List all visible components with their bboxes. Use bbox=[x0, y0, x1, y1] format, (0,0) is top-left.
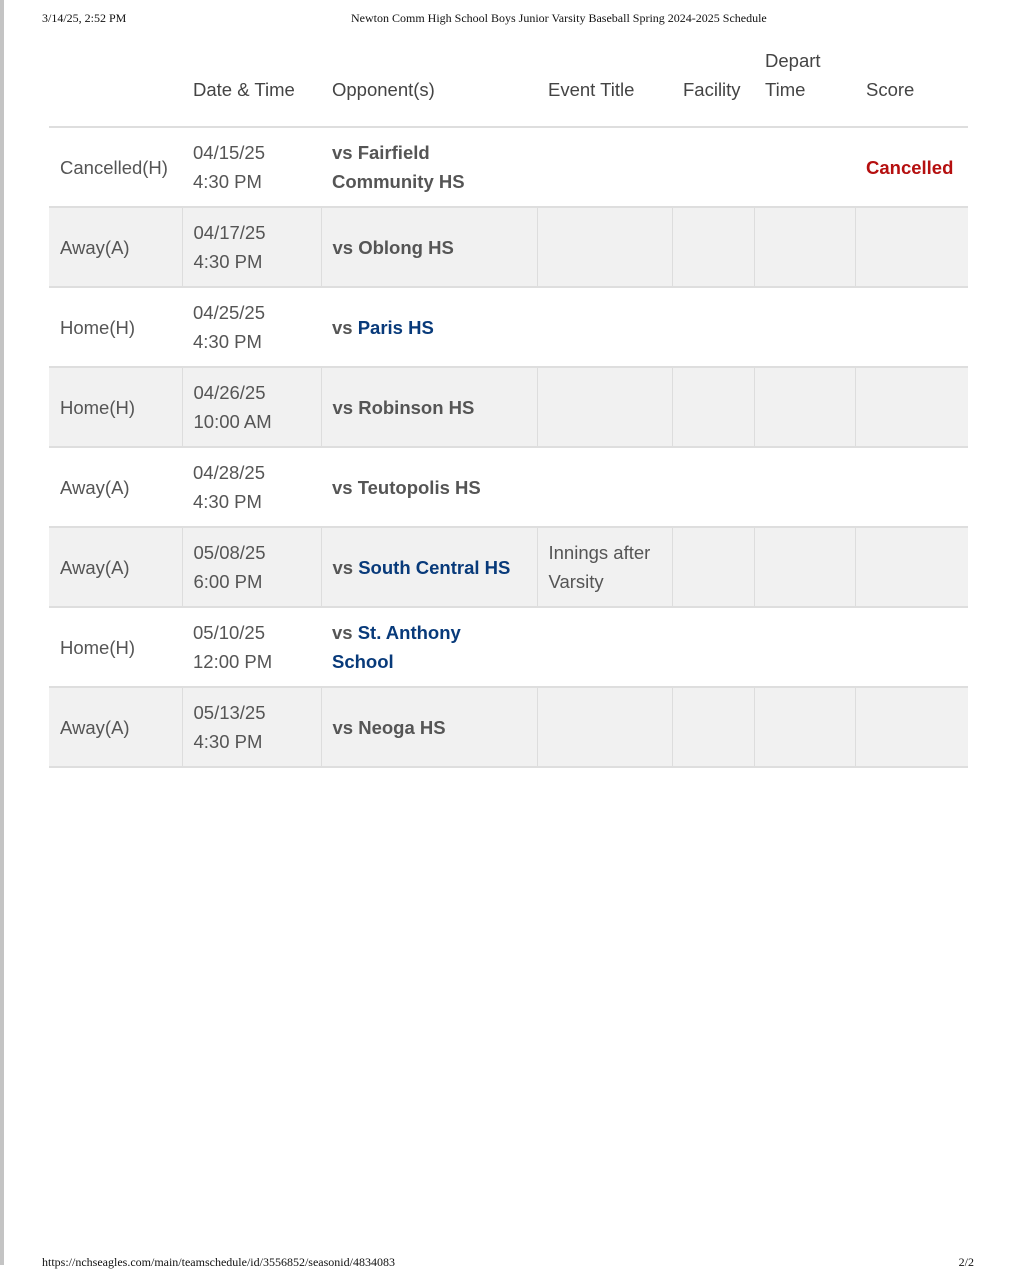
facility-cell bbox=[672, 127, 754, 207]
facility-cell bbox=[672, 447, 754, 527]
depart-time-cell bbox=[754, 207, 855, 287]
game-time: 4:30 PM bbox=[193, 491, 262, 512]
event-title-cell bbox=[537, 527, 672, 607]
game-time: 10:00 AM bbox=[193, 411, 272, 432]
table-row bbox=[49, 207, 968, 287]
facility-cell bbox=[672, 367, 754, 447]
header-type bbox=[49, 45, 182, 127]
table-row bbox=[49, 527, 968, 607]
game-date: 04/17/25 bbox=[193, 222, 266, 243]
depart-time-cell bbox=[754, 607, 855, 687]
date-time-cell bbox=[182, 447, 321, 527]
game-type-cell bbox=[49, 207, 182, 287]
opponent-cell[interactable] bbox=[321, 287, 537, 367]
vs-label: vs bbox=[332, 396, 354, 418]
game-type: Away(A) bbox=[60, 716, 130, 738]
date-time-cell bbox=[182, 207, 321, 287]
facility-cell bbox=[672, 607, 754, 687]
opponent[interactable] bbox=[332, 622, 461, 672]
header-facility: Facility bbox=[672, 45, 754, 127]
game-type: Away(A) bbox=[60, 556, 130, 578]
opponent-cell bbox=[321, 367, 537, 447]
print-header bbox=[42, 11, 978, 29]
event-title-cell bbox=[537, 287, 672, 367]
vs-label: vs bbox=[332, 556, 354, 578]
opponent-cell[interactable] bbox=[321, 607, 537, 687]
game-time: 4:30 PM bbox=[193, 731, 263, 752]
event-title: Innings after Varsity bbox=[548, 542, 651, 592]
game-time: 4:30 PM bbox=[193, 331, 262, 352]
header-depart-time: Depart Time bbox=[754, 45, 855, 127]
opponent[interactable] bbox=[333, 557, 511, 578]
depart-time-cell bbox=[754, 687, 855, 767]
game-type-cell bbox=[49, 687, 182, 767]
table-row bbox=[49, 367, 968, 447]
opponent bbox=[332, 477, 481, 498]
page-number: 2/2 bbox=[958, 1255, 974, 1269]
opponent bbox=[333, 397, 475, 418]
depart-time-cell bbox=[754, 447, 855, 527]
opponent[interactable] bbox=[332, 317, 434, 338]
opponent-link[interactable]: Paris HS bbox=[357, 316, 434, 338]
depart-time-cell bbox=[754, 287, 855, 367]
game-type-cell bbox=[49, 127, 182, 207]
opponent-name: Robinson HS bbox=[358, 396, 475, 418]
score-cell bbox=[855, 287, 968, 367]
game-time: 4:30 PM bbox=[193, 251, 263, 272]
vs-label: vs bbox=[332, 716, 354, 738]
score: Cancelled bbox=[866, 156, 954, 178]
opponent-name: Oblong HS bbox=[358, 236, 454, 258]
depart-time-cell bbox=[754, 367, 855, 447]
game-time: 4:30 PM bbox=[193, 171, 262, 192]
table-row bbox=[49, 287, 968, 367]
score-cell bbox=[855, 127, 968, 207]
opponent-name: Neoga HS bbox=[358, 716, 446, 738]
facility-cell bbox=[672, 287, 754, 367]
print-timestamp: 3/14/25, 2:52 PM bbox=[42, 11, 127, 25]
facility-cell bbox=[672, 687, 754, 767]
header-event-title: Event Title bbox=[537, 45, 672, 127]
game-date: 04/15/25 bbox=[193, 142, 266, 163]
print-footer bbox=[42, 1255, 978, 1269]
game-type: Home(H) bbox=[60, 396, 136, 418]
event-title-cell bbox=[537, 367, 672, 447]
opponent-name: Teutopolis HS bbox=[357, 476, 481, 498]
vs-label: vs bbox=[332, 476, 353, 498]
score-cell bbox=[855, 687, 968, 767]
facility-cell bbox=[672, 207, 754, 287]
game-type-cell bbox=[49, 527, 182, 607]
depart-time-cell bbox=[754, 127, 855, 207]
date-time-cell bbox=[182, 367, 321, 447]
game-type: Cancelled(H) bbox=[60, 156, 168, 178]
event-title-cell bbox=[537, 127, 672, 207]
vs-label: vs bbox=[332, 316, 353, 338]
game-date: 05/13/25 bbox=[193, 702, 266, 723]
header-date-time: Date & Time bbox=[182, 45, 321, 127]
depart-time-cell bbox=[754, 527, 855, 607]
game-time: 6:00 PM bbox=[193, 571, 263, 592]
facility-cell bbox=[672, 527, 754, 607]
game-type-cell bbox=[49, 447, 182, 527]
page-edge-rule bbox=[0, 0, 4, 1265]
date-time-cell bbox=[182, 687, 321, 767]
table-row bbox=[49, 607, 968, 687]
header-score: Score bbox=[855, 45, 968, 127]
game-type: Away(A) bbox=[60, 476, 130, 498]
vs-label: vs bbox=[332, 236, 354, 258]
table-row bbox=[49, 127, 968, 207]
opponent-cell bbox=[321, 687, 537, 767]
schedule-table bbox=[49, 45, 968, 768]
game-type-cell bbox=[49, 367, 182, 447]
opponent bbox=[332, 142, 465, 192]
date-time-cell bbox=[182, 527, 321, 607]
game-type: Home(H) bbox=[60, 316, 136, 338]
score-cell bbox=[855, 607, 968, 687]
score-cell bbox=[855, 527, 968, 607]
opponent-cell bbox=[321, 447, 537, 527]
opponent bbox=[333, 717, 446, 738]
header-opponents: Opponent(s) bbox=[321, 45, 537, 127]
score-cell bbox=[855, 367, 968, 447]
vs-label: vs bbox=[332, 622, 353, 643]
header-row bbox=[49, 45, 968, 127]
date-time-cell bbox=[182, 127, 321, 207]
schedule-rows bbox=[49, 127, 968, 767]
game-date: 05/08/25 bbox=[193, 542, 266, 563]
document-title: Newton Comm High School Boys Junior Varsity Baseball Spring 2024-2025 Schedule bbox=[351, 11, 767, 25]
game-date: 04/28/25 bbox=[193, 462, 266, 483]
opponent bbox=[333, 237, 454, 258]
game-type-cell bbox=[49, 607, 182, 687]
print-url: https://nchseagles.com/main/teamschedule/id/3556852/seasonid/4834083 bbox=[42, 1255, 395, 1269]
table-row bbox=[49, 687, 968, 767]
date-time-cell bbox=[182, 287, 321, 367]
game-type: Home(H) bbox=[60, 636, 136, 658]
event-title-cell bbox=[537, 207, 672, 287]
game-date: 04/25/25 bbox=[193, 302, 266, 323]
opponent-cell bbox=[321, 207, 537, 287]
game-date: 04/26/25 bbox=[193, 382, 266, 403]
vs-label: vs bbox=[332, 142, 353, 163]
score-cell bbox=[855, 207, 968, 287]
score-cell bbox=[855, 447, 968, 527]
date-time-cell bbox=[182, 607, 321, 687]
event-title-cell bbox=[537, 607, 672, 687]
opponent-cell[interactable] bbox=[321, 527, 537, 607]
game-time: 12:00 PM bbox=[193, 651, 273, 672]
opponent-link[interactable]: St. Anthony School bbox=[332, 622, 461, 672]
game-type: Away(A) bbox=[60, 236, 130, 258]
event-title-cell bbox=[537, 447, 672, 527]
table-row bbox=[49, 447, 968, 527]
opponent-link[interactable]: South Central HS bbox=[358, 556, 511, 578]
game-type-cell bbox=[49, 287, 182, 367]
opponent-cell bbox=[321, 127, 537, 207]
event-title-cell bbox=[537, 687, 672, 767]
game-date: 05/10/25 bbox=[193, 622, 266, 643]
opponent-name: Fairfield Community HS bbox=[332, 142, 465, 192]
